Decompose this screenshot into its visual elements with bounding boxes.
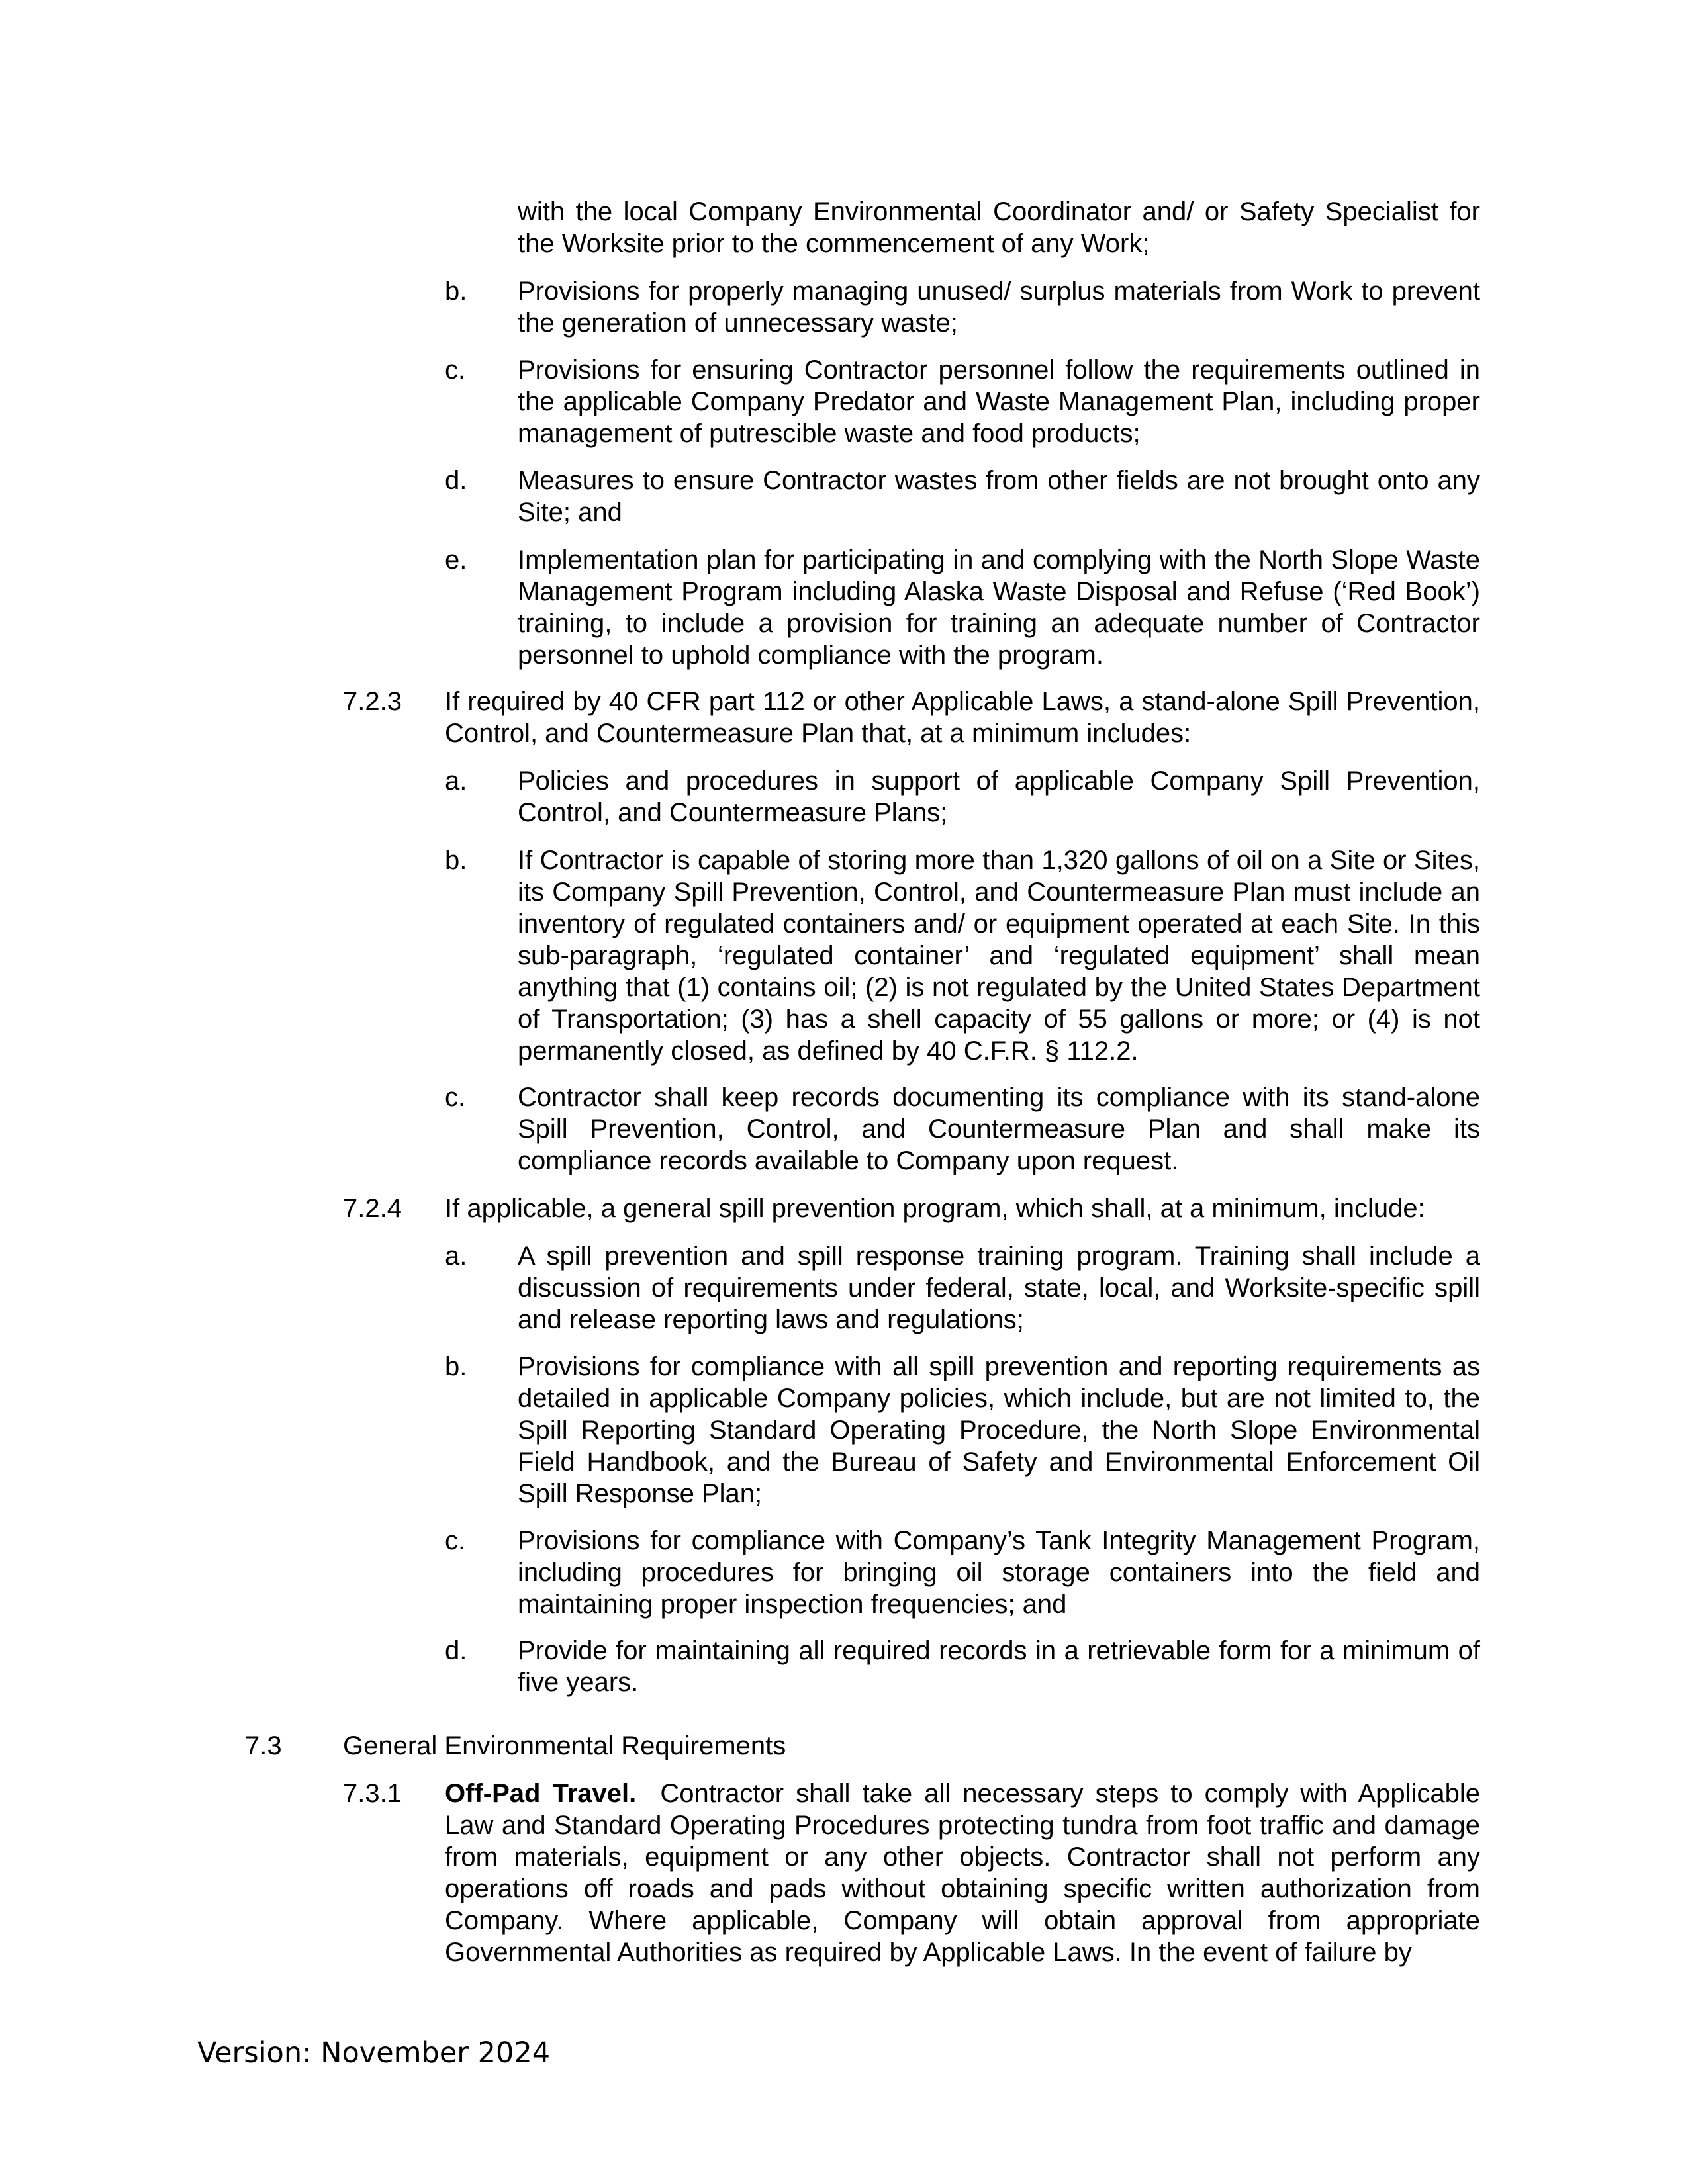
section-number: 7.2.3 <box>343 687 402 716</box>
item-label: b. <box>445 846 467 875</box>
list-item-text: Provisions for properly managing unused/ surplus materials from Work to prevent the generation of unnecessary waste; <box>518 277 1480 338</box>
list-item-text: Policies and procedures in support of applicable Company Spill Prevention, Control, and Countermeasure Plans; <box>518 766 1480 827</box>
item-label: a. <box>445 766 467 796</box>
paragraph-continuation: with the local Company Environmental Coordinator and/ or Safety Specialist for the Worksite prior to the commencement of any Work; <box>518 197 1480 258</box>
item-label: c. <box>445 355 466 385</box>
list-item-text: Measures to ensure Contractor wastes from other fields are not brought onto any Site; and <box>518 466 1480 527</box>
section-heading: General Environmental Requirements <box>343 1731 786 1760</box>
version-footer: Version: November 2024 <box>197 2036 551 2070</box>
list-item-text: Provisions for compliance with all spill prevention and reporting requirements as detailed in applicable Company policies, which include, but are not limited to, the Spill Reporting Standard Operating Procedure, the North Slope Environmental Field Handbook, and the Bureau of Safety and Environmental Enforcement Oil Spill Response Plan; <box>518 1352 1480 1508</box>
list-item-text: If Contractor is capable of storing more than 1,320 gallons of oil on a Site or Sites, its Company Spill Prevention, Control, and Countermeasure Plan must include an inventory of regulated containers and/ or equipment operated at each Site. In this sub-paragraph, ‘regulated container’ and ‘regulated equipment’ shall mean anything that (1) contains oil; (2) is not regulated by the United States Department of Transportation; (3) has a shell capacity of 55 gallons or more; or (4) is not permanently closed, as defined by 40 C.F.R. § 112.2. <box>518 846 1480 1066</box>
section-number: 7.3 <box>245 1731 282 1760</box>
list-item-text: Contractor shall keep records documenting its compliance with its stand-alone Spill Prevention, Control, and Countermeasure Plan and shall make its compliance records available to Company upon request. <box>518 1083 1480 1175</box>
item-label: b. <box>445 277 467 306</box>
item-label: b. <box>445 1352 467 1381</box>
item-label: d. <box>445 1636 467 1665</box>
list-item-text: Implementation plan for participating in and complying with the North Slope Waste Management Program including Alaska Waste Disposal and Refuse (‘Red Book’) training, to include a provision for training an adequate number of Contractor personnel to uphold compliance with the program. <box>518 545 1480 670</box>
section-text: If required by 40 CFR part 112 or other Applicable Laws, a stand-alone Spill Prevention, Control, and Countermeasure Plan that, at a minimum includes: <box>445 687 1480 748</box>
item-label: c. <box>445 1083 466 1112</box>
list-item-text: A spill prevention and spill response training program. Training shall include a discussion of requirements under federal, state, local, and Worksite-specific spill and release reporting laws and regulations; <box>518 1242 1480 1334</box>
section-text: If applicable, a general spill prevention program, which shall, at a minimum, include: <box>445 1194 1425 1223</box>
list-item-text: Provisions for ensuring Contractor personnel follow the requirements outlined in the applicable Company Predator and Waste Management Plan, including proper management of putrescible waste and food products; <box>518 355 1480 448</box>
list-item-text: Provide for maintaining all required records in a retrievable form for a minimum of five years. <box>518 1636 1480 1697</box>
bold-lead-in: Off-Pad Travel. <box>445 1779 637 1808</box>
item-label: e. <box>445 545 467 574</box>
item-label: a. <box>445 1242 467 1271</box>
section-body: Contractor shall take all necessary steps to comply with Applicable Law and Standard Operating Procedures protecting tundra from foot traffic and damage from materials, equipment or any other objects. Contractor shall not perform any operations off roads and pads without obtaining specific written authorization from Company. Where applicable, Company will obtain approval from appropriate Governmental Authorities as required by Applicable Laws. In the event of failure by <box>445 1779 1480 1967</box>
list-item-text: Provisions for compliance with Company’s Tank Integrity Management Program, including procedures for bringing oil storage containers into the field and maintaining proper inspection frequencies; and <box>518 1526 1480 1619</box>
section-text <box>445 1778 1480 1968</box>
section-number: 7.2.4 <box>343 1194 402 1223</box>
item-label: c. <box>445 1526 466 1555</box>
item-label: d. <box>445 466 467 495</box>
section-number: 7.3.1 <box>343 1779 402 1808</box>
